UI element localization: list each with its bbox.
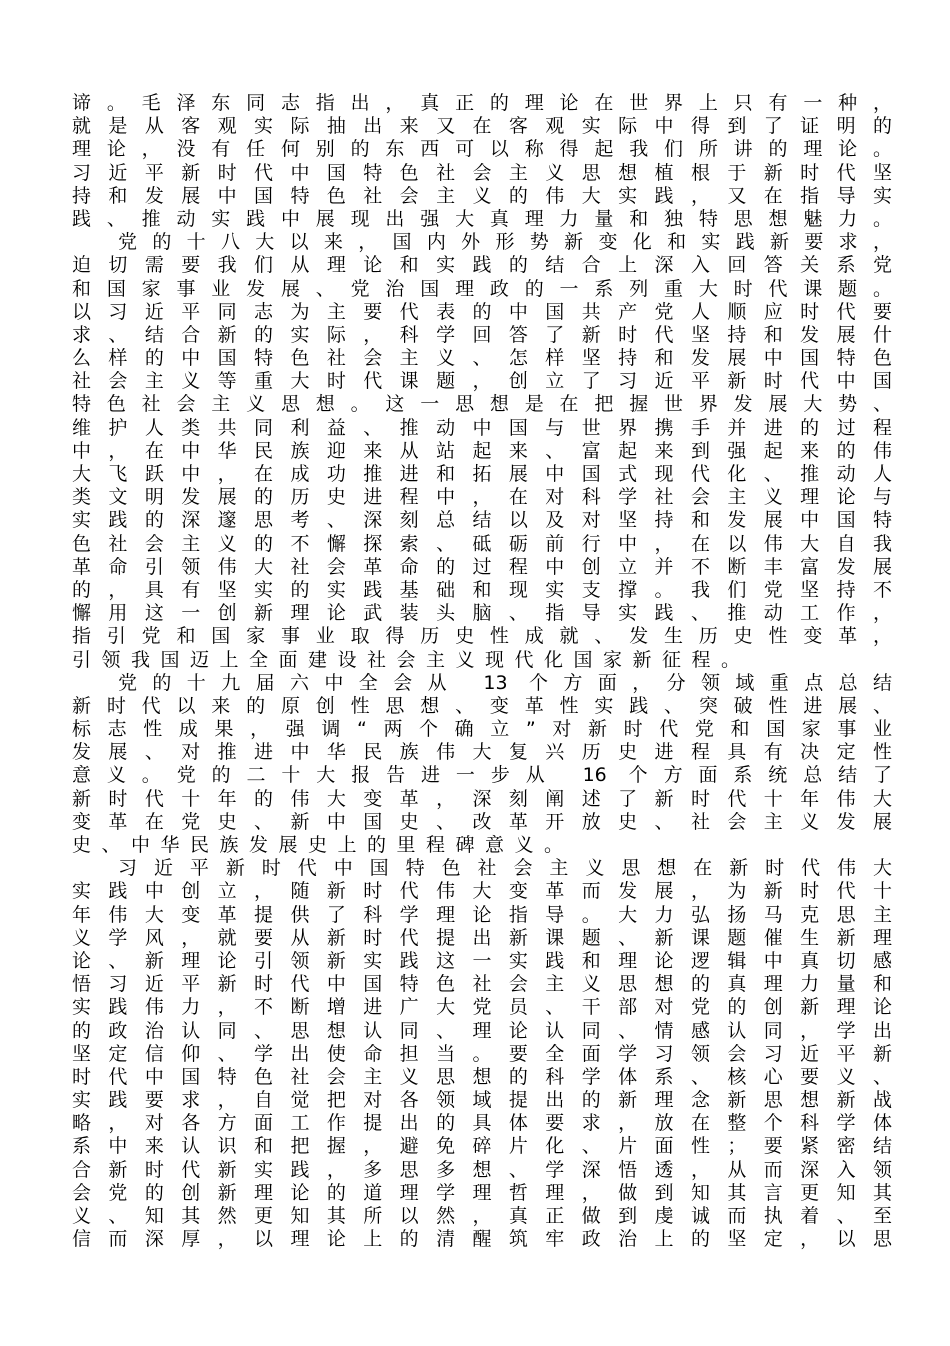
text-line: 求、结合新的实际，科学回答了新时代坚持和发展什 xyxy=(72,323,892,346)
text-line: 坚定信仰、学出使命担当。要全面学习领会习近平新 xyxy=(72,1042,892,1065)
text-line: 就是从客观实际抽出来又在客观实际中得到了证明的 xyxy=(72,115,892,138)
text-line: 新时代以来的原创性思想、变革性实践、突破性进展、 xyxy=(72,694,892,717)
text-line: 社会主义等重大时代课题，创立了习近平新时代中国 xyxy=(72,370,892,393)
text-line: 习近平新时代中国特色社会主义思想在新时代伟大 xyxy=(118,857,892,880)
text-line: 维护人类共同利益、推动中国与世界携手并进的过程 xyxy=(72,416,892,439)
text-line: 习近平新时代中国特色社会主义思想植根于新时代坚 xyxy=(72,161,892,184)
document-body xyxy=(72,92,892,1251)
text-line: 迫切需要我们从理论和实践的结合上深入回答关系党 xyxy=(72,254,892,277)
text-line: 理论，没有任何别的东西可以称得起我们所讲的理论。 xyxy=(72,138,892,161)
text-line: 实践中创立，随新时代伟大变革而发展，为新时代十 xyxy=(72,880,892,903)
text-line: 意义。党的二十大报告进一步从 16 个方面系统总结了 xyxy=(72,764,892,787)
text-line: 标志性成果，强调“两个确立”对新时代党和国家事业 xyxy=(72,718,892,741)
text-line: 特色社会主义思想。这一思想是在把握世界发展大势、 xyxy=(72,393,892,416)
text-line: 党的十九届六中全会从 13 个方面，分领域重点总结 xyxy=(118,671,892,694)
text-line: 略，对各方面工作提出的具体要求，放在整个科学体 xyxy=(72,1112,892,1135)
text-line: 践、推动实践中展现出强大真理力量和独特思想魅力。 xyxy=(72,207,892,230)
text-line: 色社会主义的不懈探索、砥砺前行中，在以伟大自我 xyxy=(72,532,892,555)
text-line: 实践伟力，不断增进广大党员、干部对党的创新理论 xyxy=(72,996,892,1019)
text-line: 的，具有坚实的实践基础和现实支撑。我们党坚持不 xyxy=(72,578,892,601)
text-line: 义学风，就要从新时代提出新课题、新课题催生新理 xyxy=(72,926,892,949)
text-line: 革命引领伟大社会革命的过程中创立并不断丰富发展 xyxy=(72,555,892,578)
text-line: 信而深厚，以理论上的清醒筑牢政治上的坚定，以思 xyxy=(72,1228,892,1251)
text-line: 和国家事业发展、党治国理政的一系列重大时代课题。 xyxy=(72,277,892,300)
text-line: 中，在中华民族迎来从站起来、富起来到强起来的伟 xyxy=(72,439,892,462)
text-line: 党的十八大以来，国内外形势新变化和实践新要求， xyxy=(118,231,892,254)
text-line: 系中来认识和把握，避免碎片化、片面性；要紧密结 xyxy=(72,1135,892,1158)
text-line: 实践的深邃思考、深刻总结以及对坚持和发展中国特 xyxy=(72,509,892,532)
text-line: 谛。毛泽东同志指出，真正的理论在世界上只有一种， xyxy=(72,92,892,114)
text-line: 义、知其然更知其所以然，真正做到虔诚而执着、至 xyxy=(72,1205,892,1227)
text-line: 引领我国迈上全面建设社会主义现代化国家新征程。 xyxy=(72,648,751,671)
text-line: 么样的中国特色社会主义、怎样坚持和发展中国特色 xyxy=(72,347,892,370)
text-line: 年伟大变革提供了科学理论指导。大力弘扬马克思主 xyxy=(72,903,892,926)
text-line: 指引党和国家事业取得历史性成就、发生历史性变革， xyxy=(72,625,892,648)
text-line: 变革在党史、新中国史、改革开放史、社会主义发展 xyxy=(72,810,892,833)
text-line: 发展、对推进中华民族伟大复兴历史进程具有决定性 xyxy=(72,741,892,764)
text-line: 以习近平同志为主要代表的中国共产党人顺应时代要 xyxy=(72,300,892,323)
text-line: 论、新理论引领新实践这一实践和理论逻辑中真切感 xyxy=(72,949,892,972)
text-line: 会党的创新理论的道理学理哲理，做到知其言更知其 xyxy=(72,1181,892,1204)
text-line: 懈用这一创新理论武装头脑、指导实践、推动工作， xyxy=(72,602,892,625)
text-line: 大飞跃中，在成功推进和拓展中国式现代化、推动人 xyxy=(72,463,892,485)
text-line: 持和发展中国特色社会主义的伟大实践，又在指导实 xyxy=(72,184,892,207)
text-line: 时代中国特色社会主义思想的科学体系、核心要义、 xyxy=(72,1065,892,1088)
text-line: 的政治认同、思想认同、理论认同、情感认同，学出 xyxy=(72,1019,892,1042)
text-line: 新时代十年的伟大变革，深刻阐述了新时代十年伟大 xyxy=(72,787,892,810)
text-line: 实践要求，自觉把对各领域提出的新理念新思想新战 xyxy=(72,1089,892,1112)
text-line: 史、中华民族发展史上的里程碑意义。 xyxy=(72,834,574,856)
text-line: 悟习近平新时代中国特色社会主义思想的真理力量和 xyxy=(72,973,892,996)
text-line: 类文明发展的历史进程中，在对科学社会主义理论与 xyxy=(72,486,892,509)
text-line: 合新时代新实践，多思多想、学深悟透，从而深入领 xyxy=(72,1158,892,1181)
